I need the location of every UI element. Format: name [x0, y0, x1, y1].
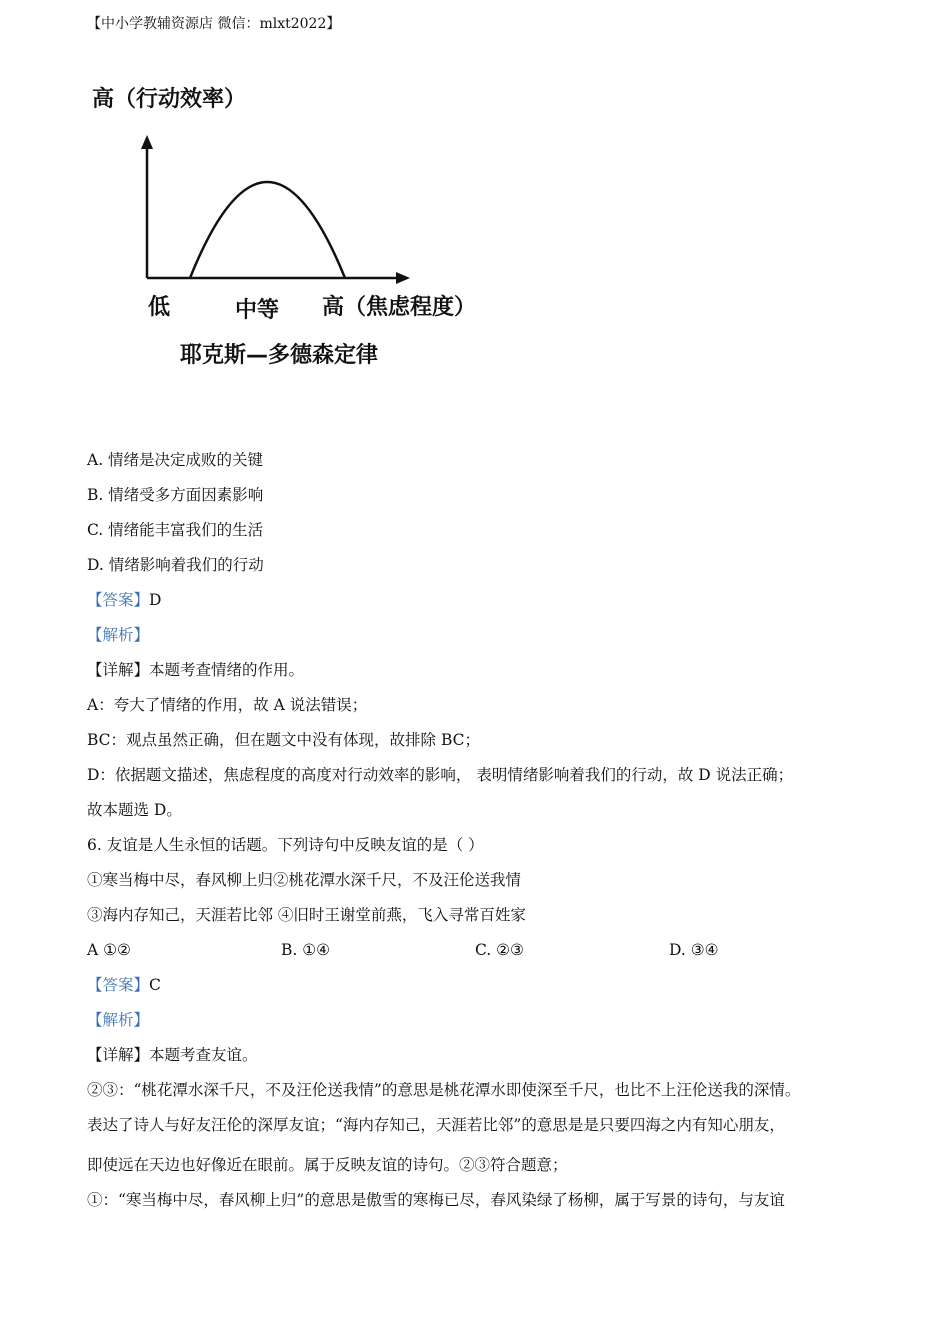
q5-detail-line: A：夸大了情绪的作用，故 A 说法错误； [87, 696, 368, 714]
q6-option-d: D. ③④ [669, 941, 719, 959]
yerkes-dodson-figure [80, 78, 520, 378]
q6-detail-line: 表达了诗人与好友汪伦的深厚友谊；“海内存知己，天涯若比邻”的意思是是只要四海之内有知心朋友， [87, 1116, 785, 1134]
q6-detail-line: ②③：“桃花潭水深千尺，不及汪伦送我情”的意思是桃花潭水即使深至千尺，也比不上汪伦送我的深情。 [87, 1081, 801, 1099]
q5-option-c: C. 情绪能丰富我们的生活 [87, 521, 264, 539]
page-header: 【中小学教辅资源店 微信：mlxt2022】 [87, 16, 341, 32]
answer-value: C [149, 976, 161, 994]
figure-y-label: 高（行动效率） [92, 87, 247, 112]
q6-answer [87, 975, 161, 995]
q5-option-b: B. 情绪受多方面因素影响 [87, 486, 264, 504]
q5-answer [87, 590, 161, 610]
q6-option-a: A ①② [87, 941, 131, 959]
q6-poem-line: ③海内存知己，天涯若比邻 ④旧时王谢堂前燕，飞入寻常百姓家 [87, 906, 526, 924]
answer-tag: 【答案】 [87, 976, 150, 994]
q6-detail-line: ①：“寒当梅中尽，春风柳上归”的意思是傲雪的寒梅已尽，春风染绿了杨柳，属于写景的诗句，与友谊 [87, 1191, 785, 1209]
figure-x-high: 高（焦虑程度） [322, 295, 477, 320]
figure-x-mid: 中等 [235, 298, 280, 323]
answer-tag: 【答案】 [87, 591, 150, 609]
q6-stem: 6. 友谊是人生永恒的话题。下列诗句中反映友谊的是（ ） [87, 836, 484, 854]
answer-value: D [149, 591, 162, 609]
q5-detail-line: 故本题选 D。 [87, 801, 182, 819]
q6-detail-line: 【详解】本题考查友谊。 [87, 1046, 258, 1064]
q6-detail-line: 即使远在天边也好像近在眼前。属于反映友谊的诗句。②③符合题意； [87, 1156, 568, 1174]
q5-option-d: D. 情绪影响着我们的行动 [87, 556, 264, 574]
q5-detail-line: D：依据题文描述，焦虑程度的高度对行动效率的影响， 表明情绪影响着我们的行动，故 D 说法正确； [87, 766, 794, 784]
q5-detail-line: 【详解】本题考查情绪的作用。 [87, 661, 305, 679]
q6-option-c: C. ②③ [475, 941, 524, 959]
q6-poem-line: ①寒当梅中尽，春风柳上归②桃花潭水深千尺，不及汪伦送我情 [87, 871, 522, 889]
q5-analysis-tag: 【解析】 [87, 626, 150, 644]
q6-analysis-tag: 【解析】 [87, 1011, 150, 1029]
q5-option-a: A. 情绪是决定成败的关键 [87, 451, 264, 469]
inverted-u-curve-graphic [135, 133, 425, 293]
q5-detail-line: BC：观点虽然正确，但在题文中没有体现，故排除 BC； [87, 731, 481, 749]
figure-x-low: 低 [148, 295, 171, 320]
figure-caption: 耶克斯—多德森定律 [180, 343, 379, 368]
q6-option-b: B. ①④ [281, 941, 331, 959]
